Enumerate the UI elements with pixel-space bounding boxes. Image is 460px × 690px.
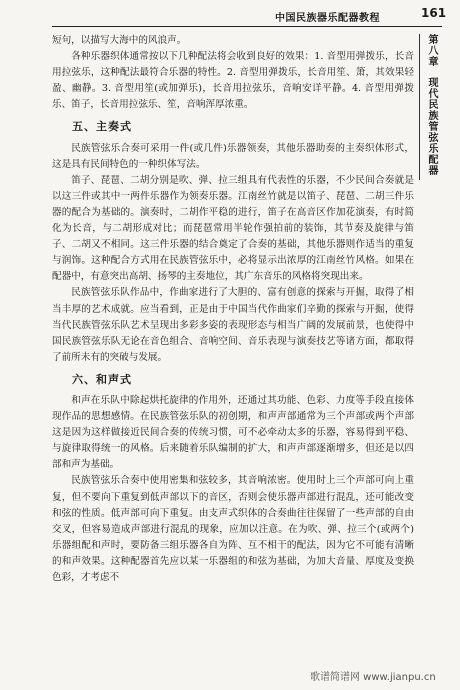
page-number: 161 xyxy=(421,6,447,20)
body-paragraph: 民族管弦乐合奏可采用一件(或几件)乐器领奏，其他乐器助奏的主奏织体形式，这是具有民间特色的一种织体写法。 xyxy=(52,142,414,170)
book-title: 中国民族器乐配器教程 xyxy=(275,13,380,24)
site-watermark: 歌谱简谱网 www.jianpu.cn xyxy=(310,672,436,683)
body-paragraph: 民族管弦乐合奏中使用密集和弦较多，其音响浓密。使用时上三个声部可向上重复，但不要向下重复到低声部以下的音区，否则会使乐器声部进行混乱，还可能改变和弦的性质。低声部可向下重复。由支声式织体的合奏曲往往保留了一些声部的自由交叉，但容易造成声部进行混乱的现象，应加以注意。在为吹、弹、拉三个(或两个)乐器组配和声时，要防备三组乐器各自为阵、互不相干的配法，因为它不可能有清晰的和声效果。这种配器首先应以某一乐器组的和弦为基础，为加大音量、厚度及变换色彩，才考虑不 xyxy=(52,475,414,583)
body-paragraph: 各种乐器织体通常按以下几种配法将会收到良好的效果：1. 音型用弹拨乐，长音用拉弦乐，这种配法最符合乐器的特性。2. 音型用弹拨乐，长音用笙、箫，其效果轻盈、幽静。3. 音型用笙(或加弹乐)，长音用拉弦乐，音响安详平静。4. 音型用弹拨乐、笛子，长音用拉弦乐、笙，音响浑厚浓重。 xyxy=(52,51,414,111)
header-rule xyxy=(52,26,442,27)
body-paragraph: 民族管弦乐队作品中，作曲家进行了大胆的、富有创意的探索与开掘，取得了相当丰厚的艺术成就。应当看到，正是由于中国当代作曲家们辛勤的探索与开掘，使得当代民族管弦乐队艺术呈现出多彩多姿的表现形态与相当广阔的发展前景，也使得中国民族管弦乐队无论在音色组合、音响空间、音乐表现与演奏技艺等诸方面，都取得了前所未有的突破与发展。 xyxy=(52,287,414,363)
side-chapter-label: 第八章 xyxy=(426,34,437,67)
body-paragraph: 笛子、琵琶、二胡分别是吹、弹、拉三组具有代表性的乐器，不少民间合奏就是以这三件或其中一两件乐器作为领奏乐器。江南丝竹就是以笛子、琵琶、二胡三件乐器的配合为基础的。演奏时，二胡作平稳的进行，笛子在高音区作加花演奏，有时简化为长音，与二胡形成对比；而琵琶常用半轮作强拍前的装饰，其节奏及旋律与笛子、二胡又不相同。这三件乐器的结合奠定了合奏的基础，其他乐器则作适当的重复与润饰。这种配合方式用在民族管弦乐中，必将显示出浓厚的江南丝竹风格。如果在配器中，有意突出高胡、扬琴的主奏地位，其广东音乐的风格将突现出来。 xyxy=(52,174,414,283)
page-body xyxy=(52,33,414,586)
side-chapter-title: 现代民族管弦乐配器 xyxy=(426,77,437,176)
page-header xyxy=(0,0,460,30)
section-heading: 五、主奏式 xyxy=(72,120,132,134)
section-heading: 六、和声式 xyxy=(72,372,132,386)
body-paragraph: 短句，以描写大海中的风浪声。 xyxy=(52,35,187,46)
chapter-side-tab xyxy=(419,34,452,180)
body-paragraph: 和声在乐队中除起烘托旋律的作用外，还通过其功能、色彩、力度等手段直接体现作品的思想感情。在民族管弦乐队的初创期，和声声部通常为三个声部或两个声部这是因为这样做接近民间合奏的传统习惯，可不必牵动太多的乐器，容易得到平稳、与旋律取得统一的风格。后来随着乐队编制的扩大，和声声部逐渐增多，但还是以四部和声为基础。 xyxy=(52,394,414,471)
